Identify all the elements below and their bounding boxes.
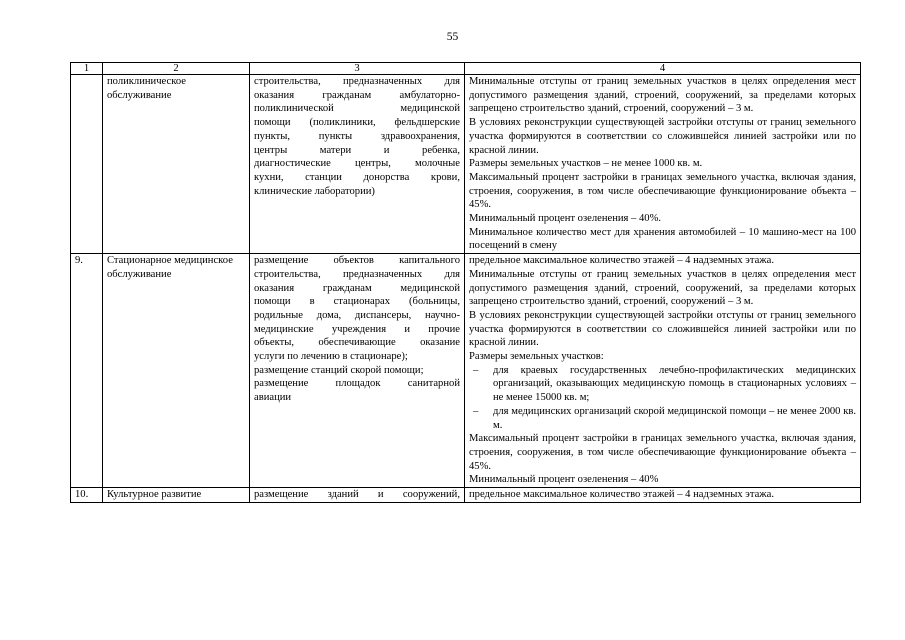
description-line: строительства, предназначенных для bbox=[254, 268, 460, 280]
dash-list-item bbox=[469, 364, 856, 405]
parameters-cell bbox=[465, 488, 861, 503]
parameter-paragraph: Минимальные отступы от границ земельных участков в целях определения мест допустимого размещения зданий, строений, сооружений, за пределами которых запрещено строительство зданий, строений, сооружений – 3 м. bbox=[469, 268, 856, 308]
column-header-2: 2 bbox=[103, 63, 250, 75]
description-line: оказания гражданам медицинской bbox=[254, 282, 460, 294]
table-row bbox=[71, 75, 861, 254]
column-header-3: 3 bbox=[250, 63, 465, 75]
description-line: объекты, обеспечивающие оказание bbox=[254, 337, 460, 349]
land-use-name: Культурное развитие bbox=[103, 488, 250, 503]
description-line: размещение объектов капитального bbox=[254, 255, 460, 267]
description-line: пункты, пункты здравоохранения, bbox=[254, 130, 460, 142]
column-header-1: 1 bbox=[71, 63, 103, 75]
parameter-paragraph: Минимальный процент озеленения – 40% bbox=[469, 474, 659, 486]
dash-item-text: для краевых государственных лечебно-профилактических медицинских организаций, оказывающих медицинскую помощь в стационарных условиях – не менее 15000 кв. м; bbox=[493, 364, 856, 404]
description-line: размещение площадок санитарной bbox=[254, 378, 460, 390]
parameters-cell bbox=[465, 75, 861, 254]
table-header-row bbox=[71, 63, 861, 75]
parameter-paragraph: Минимальное количество мест для хранения автомобилей – 10 машино-мест на 100 посещений в смену bbox=[469, 226, 856, 252]
land-use-description bbox=[250, 488, 465, 503]
description-line: диагностические центры, молочные bbox=[254, 158, 460, 170]
land-use-name: поликлиническое обслуживание bbox=[103, 75, 250, 254]
regulations-table bbox=[70, 62, 861, 503]
description-line: клинические лаборатории) bbox=[254, 185, 375, 197]
description-line: кухни, станции донорства крови, bbox=[254, 171, 460, 183]
description-line: размещение зданий и сооружений, bbox=[254, 489, 460, 501]
description-line: оказания гражданам амбулаторно- bbox=[254, 89, 460, 101]
row-number bbox=[71, 75, 103, 254]
parameter-paragraph: В условиях реконструкции существующей застройки отступы от границ земельного участка формируются в соответствии со сложившейся линией застройки или по красной линии. bbox=[469, 309, 856, 349]
description-line: помощи в стационарах (больницы, bbox=[254, 296, 460, 308]
dash-item-text: для медицинских организаций скорой медицинской помощи – не менее 2000 кв. м. bbox=[493, 405, 856, 431]
description-line: размещение станций скорой помощи; bbox=[254, 364, 424, 376]
description-line: помощи (поликлиники, фельдшерские bbox=[254, 117, 460, 129]
land-use-description bbox=[250, 254, 465, 488]
parameter-paragraph: предельное максимальное количество этажей – 4 надземных этажа. bbox=[469, 489, 774, 501]
parameter-paragraph: Минимальные отступы от границ земельных участков в целях определения мест допустимого размещения зданий, строений, сооружений, за пределами которых запрещено строительство зданий, строений, сооружений – 3 м. bbox=[469, 76, 856, 115]
dash-marker: – bbox=[473, 405, 479, 417]
row-number: 10. bbox=[71, 488, 103, 503]
parameter-paragraph: В условиях реконструкции существующей застройки отступы от границ земельного участка формируются в соответствии со сложившейся линией застройки или по красной линии. bbox=[469, 117, 856, 156]
parameters-cell bbox=[465, 254, 861, 488]
parameter-paragraph: Максимальный процент застройки в границах земельного участка, включая здания, строения, сооружения, в том числе обеспечивающие функционирование объекта – 45%. bbox=[469, 433, 856, 472]
parameter-paragraph: Размеры земельных участков: bbox=[469, 351, 604, 363]
dash-list-item bbox=[469, 405, 856, 432]
parameter-paragraph: Размеры земельных участков – не менее 1000 кв. м. bbox=[469, 158, 703, 170]
description-line: авиации bbox=[254, 392, 292, 404]
description-line: услуги по лечению в стационаре); bbox=[254, 351, 408, 363]
description-line: строительства, предназначенных для bbox=[254, 76, 460, 87]
page-number: 55 bbox=[446, 31, 459, 43]
table-row bbox=[71, 488, 861, 503]
land-use-description bbox=[250, 75, 465, 254]
table-row bbox=[71, 254, 861, 488]
description-line: медицинские учреждения и прочие bbox=[254, 323, 460, 335]
row-number: 9. bbox=[71, 254, 103, 488]
parameter-paragraph: Минимальный процент озеленения – 40%. bbox=[469, 213, 662, 225]
parameter-paragraph: Максимальный процент застройки в границах земельного участка, включая здания, строения, сооружения, в том числе обеспечивающие функционирование объекта – 45%. bbox=[469, 171, 856, 211]
description-line: родильные дома, диспансеры, научно- bbox=[254, 309, 460, 321]
dash-marker: – bbox=[473, 364, 479, 376]
land-use-name: Стационарное медицинское обслуживание bbox=[103, 254, 250, 488]
description-line: поликлинической медицинской bbox=[254, 103, 460, 115]
description-line: центры матери и ребенка, bbox=[254, 144, 460, 156]
column-header-4: 4 bbox=[465, 63, 861, 75]
parameter-paragraph: предельное максимальное количество этажей – 4 надземных этажа. bbox=[469, 255, 774, 267]
